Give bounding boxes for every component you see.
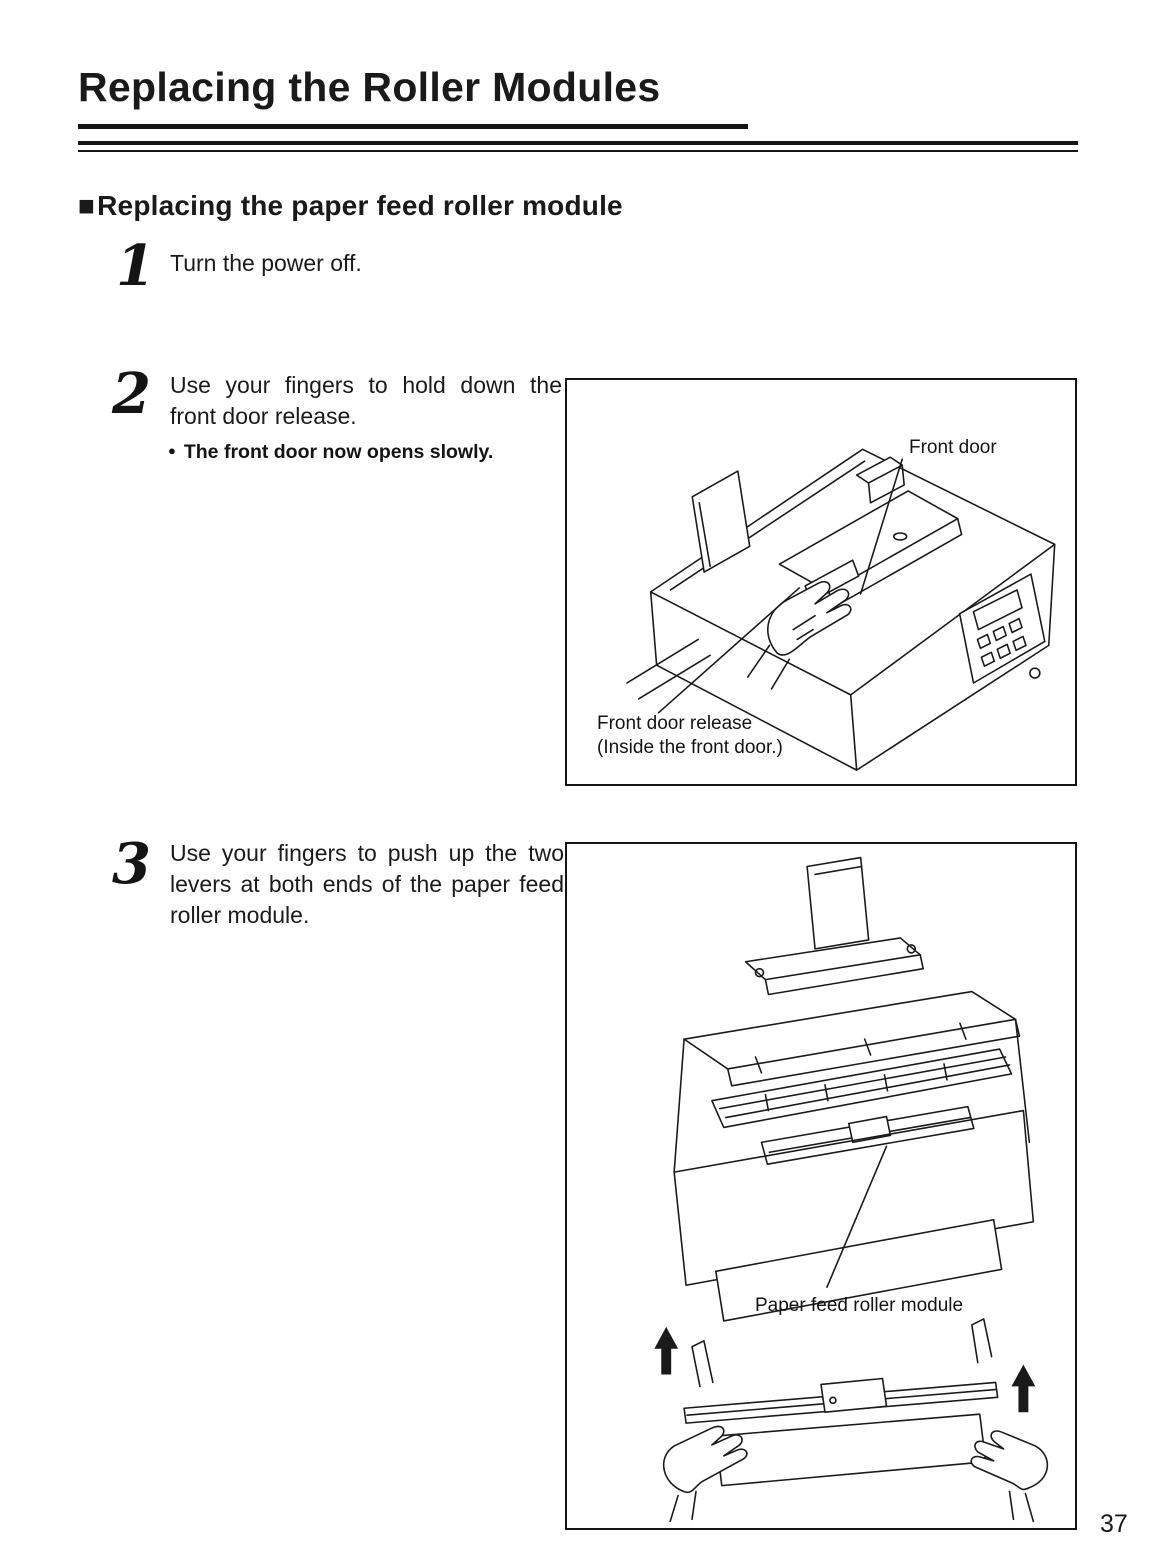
section-heading: [78, 190, 623, 222]
section-title: Replacing the paper feed roller module: [97, 190, 623, 221]
step-3-number: 3: [112, 831, 151, 897]
header-rule-thick: [78, 141, 1078, 145]
step-3-text: Use your fingers to push up the two levers at both ends of the paper feed roller module.: [170, 840, 564, 928]
step-1-number: 1: [116, 233, 155, 299]
section-square-marker: ■: [78, 190, 96, 221]
step-2-note: [168, 441, 578, 464]
title-underline: [78, 124, 748, 129]
right-hand: [971, 1431, 1047, 1521]
step-1-text: Turn the power off.: [170, 250, 362, 276]
paper-feed-roller-module-label: Paper feed roller module: [755, 1295, 964, 1316]
printer-roller-module-illustration: [567, 844, 1075, 1528]
front-door-release-label-line2: (Inside the front door.): [597, 737, 783, 758]
paper-support: [746, 858, 924, 995]
page-number: 37: [1100, 1510, 1128, 1538]
header-rule-thin: [78, 150, 1078, 152]
step-2-number: 2: [112, 361, 151, 427]
front-door-label: Front door: [909, 437, 997, 458]
page-title: Replacing the Roller Modules: [78, 64, 661, 110]
front-door-release-label: [597, 712, 783, 760]
figure-paper-feed-roller: [565, 842, 1077, 1530]
step-2-text: Use your fingers to hold down the front door release.: [170, 372, 562, 429]
bullet-icon: ●: [168, 443, 176, 458]
up-arrow-right-icon: [1012, 1365, 1036, 1413]
front-door-release-label-line1: Front door release: [597, 713, 753, 734]
step-2-note-text: The front door now opens slowly.: [183, 441, 494, 463]
figure-front-door-release: [565, 378, 1077, 786]
up-arrow-left-icon: [654, 1327, 678, 1375]
